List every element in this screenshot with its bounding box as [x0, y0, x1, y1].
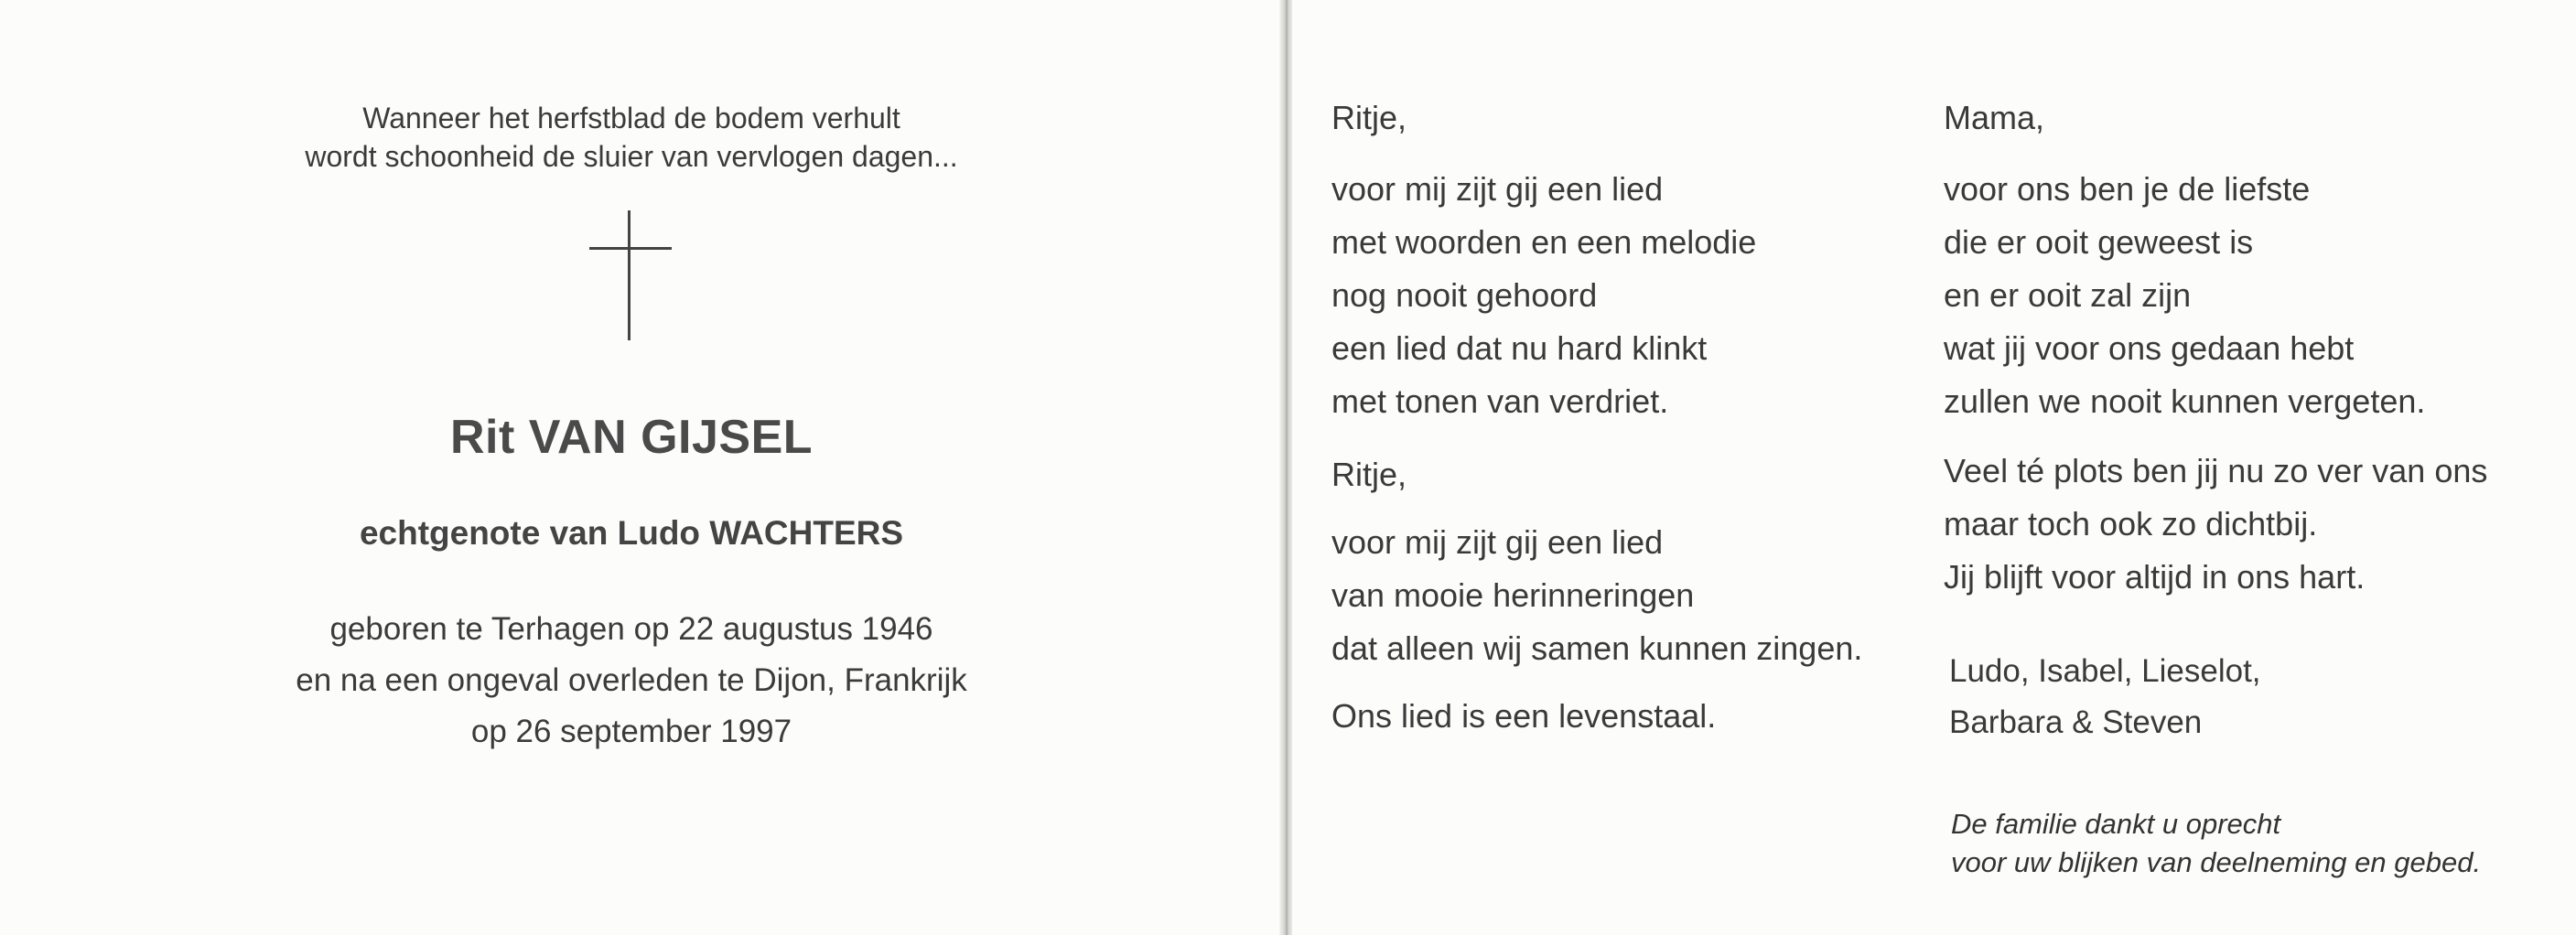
poem-line: zullen we nooit kunnen vergeten.	[1944, 382, 2426, 420]
cross-icon	[589, 210, 672, 340]
poem-line: een lied dat nu hard klinkt	[1331, 329, 1708, 367]
thanks-line-1: De familie dankt u oprecht	[1951, 808, 2281, 840]
death-date-line: op 26 september 1997	[470, 714, 792, 749]
poem-line: met tonen van verdriet.	[1331, 382, 1669, 420]
epigraph-line-2: wordt schoonheid de sluier van vervlogen dagen...	[305, 140, 958, 173]
poem-line: die er ooit geweest is	[1944, 223, 2254, 261]
poem-line: voor mij zijt gij een lied	[1331, 170, 1664, 208]
poem-line: dat alleen wij samen kunnen zingen.	[1331, 629, 1863, 667]
epigraph	[0, 99, 1263, 176]
poem-line: van mooie herinneringen	[1331, 576, 1695, 614]
poem-line: en er ooit zal zijn	[1944, 276, 2192, 314]
thanks-line-2: voor uw blijken van deelneming en gebed.	[1951, 846, 2482, 878]
poem-line: Ritje,	[1331, 99, 1407, 136]
birth-line: geboren te Terhagen op 22 augustus 1946	[329, 611, 933, 647]
deceased-name: Rit VAN GIJSEL	[449, 411, 814, 464]
poem-line: nog nooit gehoord	[1331, 276, 1598, 314]
poem-line: Veel té plots ben jij nu zo ver van ons	[1944, 452, 2488, 489]
poem-line: maar toch ook zo dichtbij.	[1944, 505, 2318, 543]
poem-line: Jij blijft voor altijd in ons hart.	[1944, 558, 2366, 596]
poem-line: voor mij zijt gij een lied	[1331, 523, 1664, 561]
poem-line: wat jij voor ons gedaan hebt	[1944, 329, 2355, 367]
epigraph-line-1: Wanneer het herfstblad de bodem verhult	[362, 102, 900, 134]
signature-line-1: Ludo, Isabel, Lieselot,	[1949, 653, 2261, 689]
poem-line: Ons lied is een levenstaal.	[1331, 697, 1717, 735]
poem-line: voor ons ben je de liefste	[1944, 170, 2311, 208]
death-line: en na een ongeval overleden te Dijon, Frankrijk	[296, 662, 967, 698]
thanks-note	[1951, 805, 2481, 882]
poem-line: Ritje,	[1331, 456, 1407, 493]
life-details	[0, 604, 1263, 758]
left-panel	[0, 0, 1281, 935]
signature-line-2: Barbara & Steven	[1949, 704, 2203, 740]
spouse-line: echtgenote van Ludo WACHTERS	[359, 514, 904, 552]
poem-line: Mama,	[1944, 99, 2045, 136]
poem-line: met woorden en een melodie	[1331, 223, 1757, 261]
